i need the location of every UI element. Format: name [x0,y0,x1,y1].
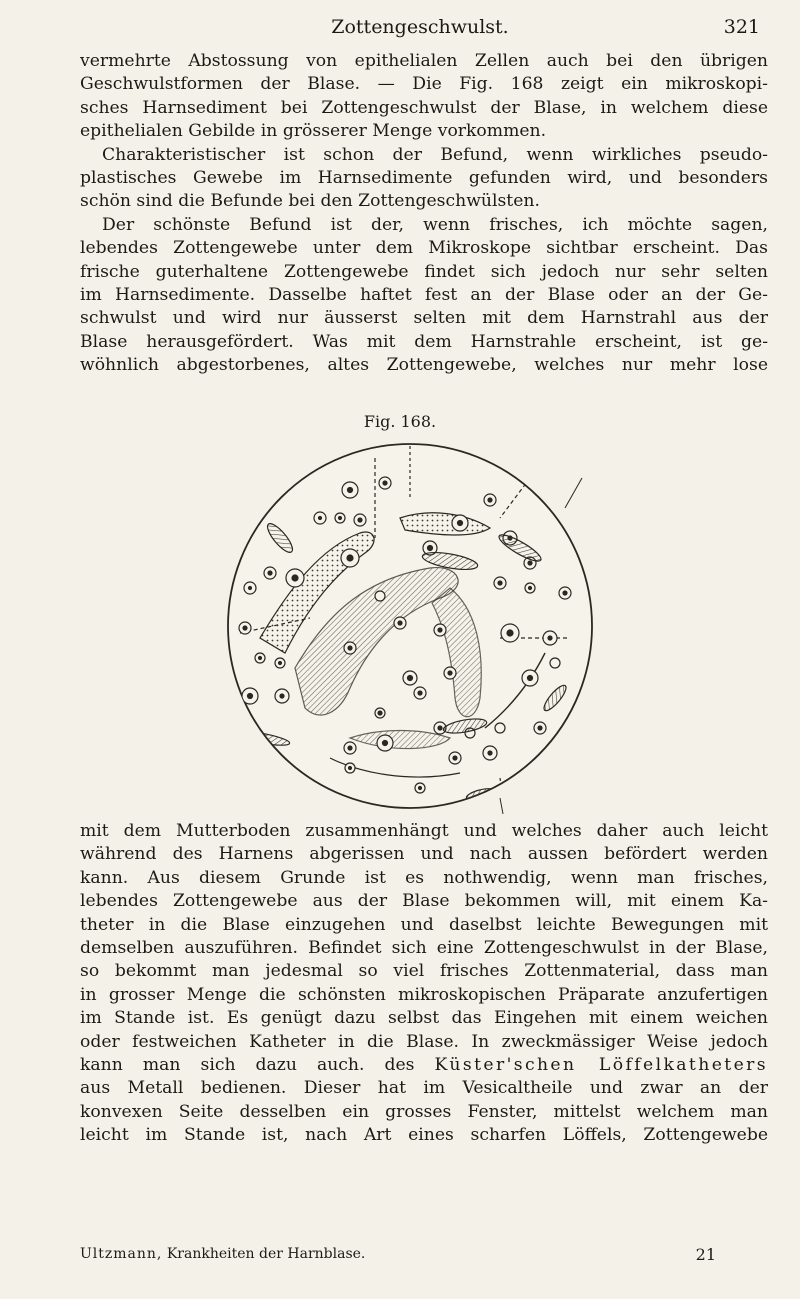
text-line: während des Harnens abgerissen und nach aussen befördert werden [80,844,768,865]
footer-citation [80,1246,365,1262]
running-head [80,14,760,44]
text-line: epithelialen Gebilde in grösserer Menge vorkommen. [80,121,547,142]
text-line: vermehrte Abstossung von epithelialen Zellen auch bei den übrigen [80,51,768,71]
text-line: leicht im Stande ist, nach Art eines scharfen Löffels, Zottengewebe [80,1125,768,1146]
text-line: oder festweichen Katheter in die Blase. In zweckmässiger Weise jedoch [80,1031,768,1052]
top-paragraph [80,50,768,377]
figure-caption: Fig. 168. [363,412,437,431]
text-line: frische guterhaltene Zottengewebe findet sich jedoch nur sehr selten [80,261,768,282]
text-line: Der schönste Befund ist der, wenn frisches, ich möchte sagen, [102,214,768,235]
text-line: plastisches Gewebe im Harnsedimente gefunden wird, und besonders [80,167,768,188]
footer-author: Ultzmann, [80,1246,163,1262]
text-line: lebendes Zottengewebe aus der Blase bekommen will, mit einem Ka- [80,891,768,912]
text-line: demselben auszuführen. Befindet sich eine Zottengeschwulst in der Blase, [80,937,768,958]
page-number: 321 [723,16,760,38]
text-line: in grosser Menge die schönsten mikroskopischen Präparate anzufertigen [80,984,768,1005]
text-line: lebendes Zottengewebe unter dem Mikroskope sichtbar erscheint. Das [80,238,768,259]
text-line: sches Harnsediment bei Zottengeschwulst der Blase, in welchem diese [80,97,768,118]
running-title: Zottengeschwulst. [331,16,509,38]
text-line: mit dem Mutterboden zusammenhängt und welches daher auch leicht [80,821,768,841]
text-line-with-spaced-name [80,1054,768,1077]
text-line: Charakteristischer ist schon der Befund, wenn wirkliches pseudo- [102,144,768,165]
text-line: kann. Aus diesem Grunde ist es nothwendig, wenn man frisches, [80,867,768,888]
text-line: im Harnsedimente. Dasselbe haftet fest an der Blase oder an der Ge- [80,284,768,305]
footer [80,1246,768,1268]
text-line: schwulst und wird nur äusserst selten mit dem Harnstrahl aus der [80,308,768,329]
signature-number: 21 [695,1245,716,1264]
text-line: theter in die Blase einzugehen und daselbst leichte Bewegungen mit [80,914,768,935]
text-line: Geschwulstformen der Blase. — Die Fig. 168 zeigt ein mikroskopi- [80,74,768,95]
text-line: im Stande ist. Es genügt dazu selbst das Eingehen mit einem weichen [80,1008,768,1029]
microscopic-sediment-illustration [200,438,620,814]
text-line: so bekommt man jedesmal so viel frisches Zottenmaterial, dass man [80,961,768,982]
text-line: schön sind die Befunde bei den Zottengeschwülsten. [80,191,540,212]
text-fragment: kann man sich dazu auch. des [80,1054,435,1075]
footer-book: Krankheiten der Harnblase. [166,1246,366,1262]
text-line: wöhnlich abgestorbenes, altes Zottengewebe, welches nur mehr lose [80,355,768,376]
text-line: aus Metall bedienen. Dieser hat im Vesicaltheile und zwar an der [80,1078,768,1099]
text-line: konvexen Seite desselben ein grosses Fenster, mittelst welchem man [80,1101,768,1122]
spaced-name: Küster'schen Löffelkatheters [434,1054,768,1075]
text-line: Blase herausgefördert. Was mit dem Harnstrahle erscheint, ist ge- [80,331,768,352]
bottom-paragraph [80,820,768,1147]
